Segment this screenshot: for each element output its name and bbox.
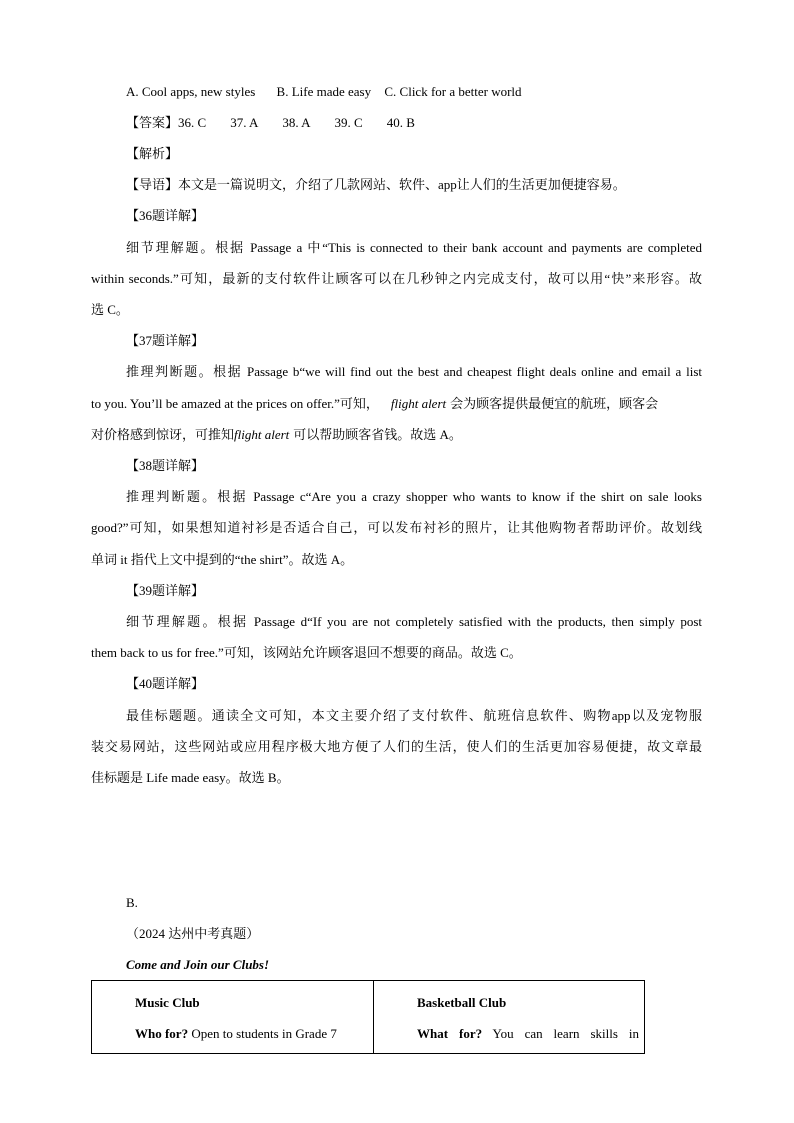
club-cell-music (92, 981, 374, 1054)
club-name: Music Club (135, 995, 200, 1010)
answer-item: 40. B (386, 115, 415, 130)
q37-term: flight alert (234, 427, 290, 442)
club-field-label: What for? (417, 1026, 483, 1041)
q40-line: 装交易网站，这些网站或应用程序极大地方便了人们的生活，使人们的生活更加容易便捷，故文章最 (91, 739, 702, 754)
analysis-heading: 【解析】 (126, 146, 179, 161)
q37-line (91, 396, 702, 412)
q40-heading: 【40题详解】 (126, 676, 205, 691)
club-field-text: Open to students in Grade 7 (191, 1026, 337, 1041)
q38-line: good?”可知，如果想知道衬衫是否适合自己，可以发布衬衫的照片，让其他购物者帮助评价。故划线 (91, 520, 702, 535)
q38-line: 单词 it 指代上文中提到的“the shirt”。故选 A。 (91, 552, 354, 567)
q40-line: 最佳标题题。通读全文可知，本文主要介绍了支付软件、航班信息软件、购物app以及宠物服 (126, 708, 702, 723)
section-title: Come and Join our Clubs! (126, 957, 270, 972)
q36-line: 选 C。 (91, 302, 129, 317)
club-name: Basketball Club (417, 995, 507, 1010)
answer-line (126, 115, 415, 131)
answer-item: 37. A (230, 115, 259, 130)
q39-heading: 【39题详解】 (126, 583, 205, 598)
club-field-label: Who for? (135, 1026, 189, 1041)
option-b: B. Life made easy (276, 84, 372, 99)
intro-paragraph: 【导语】本文是一篇说明文，介绍了几款网站、软件、app让人们的生活更加便捷容易。 (126, 177, 626, 192)
option-c: C. Click for a better world (384, 84, 522, 99)
club-field (135, 1026, 337, 1042)
answer-item: 36. C (178, 115, 207, 130)
q37-text: to you. You’ll be amazed at the prices on offer.”可知， (91, 396, 379, 411)
q36-line: within seconds.”可知，最新的支付软件让顾客可以在几秒钟之内完成支付，故可以用“快”来形容。故 (91, 271, 702, 286)
club-field (417, 1026, 639, 1042)
options-line (126, 84, 522, 100)
q40-line: 佳标题是 Life made easy。故选 B。 (91, 770, 290, 785)
q36-heading: 【36题详解】 (126, 208, 205, 223)
q37-line: 推理判断题。根据 Passage b“we will find out the best and cheapest flight deals online and email a list (126, 364, 702, 379)
q37-text: 可以帮助顾客省钱。故选 A。 (293, 427, 462, 442)
q39-line: 细节理解题。根据 Passage d“If you are not completely satisfied with the products, then simply post (126, 614, 702, 629)
club-cell-basketball (374, 981, 645, 1054)
q37-text: 会为顾客提供最便宜的航班，顾客会 (450, 396, 659, 411)
q37-term: flight alert (390, 396, 447, 411)
answer-label: 【答案】 (126, 115, 179, 130)
q37-heading: 【37题详解】 (126, 333, 205, 348)
q39-line: them back to us for free.”可知，该网站允许顾客退回不想要的商品。故选 C。 (91, 645, 522, 660)
q38-line: 推理判断题。根据 Passage c“Are you a crazy shopper who wants to know if the shirt on sale looks (126, 489, 702, 504)
option-a: A. Cool apps, new styles (126, 84, 256, 99)
clubs-table (91, 980, 645, 1054)
q36-line: 细节理解题。根据 Passage a 中“This is connected to their bank account and payments are completed (126, 240, 702, 255)
answer-item: 39. C (334, 115, 363, 130)
section-source: （2024 达州中考真题） (126, 926, 260, 941)
q37-line (91, 427, 462, 443)
section-label: B. (126, 895, 138, 910)
answer-item: 38. A (282, 115, 311, 130)
club-field-text: You can learn skills in (492, 1026, 639, 1041)
q38-heading: 【38题详解】 (126, 458, 205, 473)
q37-text: 对价格感到惊讶，可推知 (91, 427, 235, 442)
